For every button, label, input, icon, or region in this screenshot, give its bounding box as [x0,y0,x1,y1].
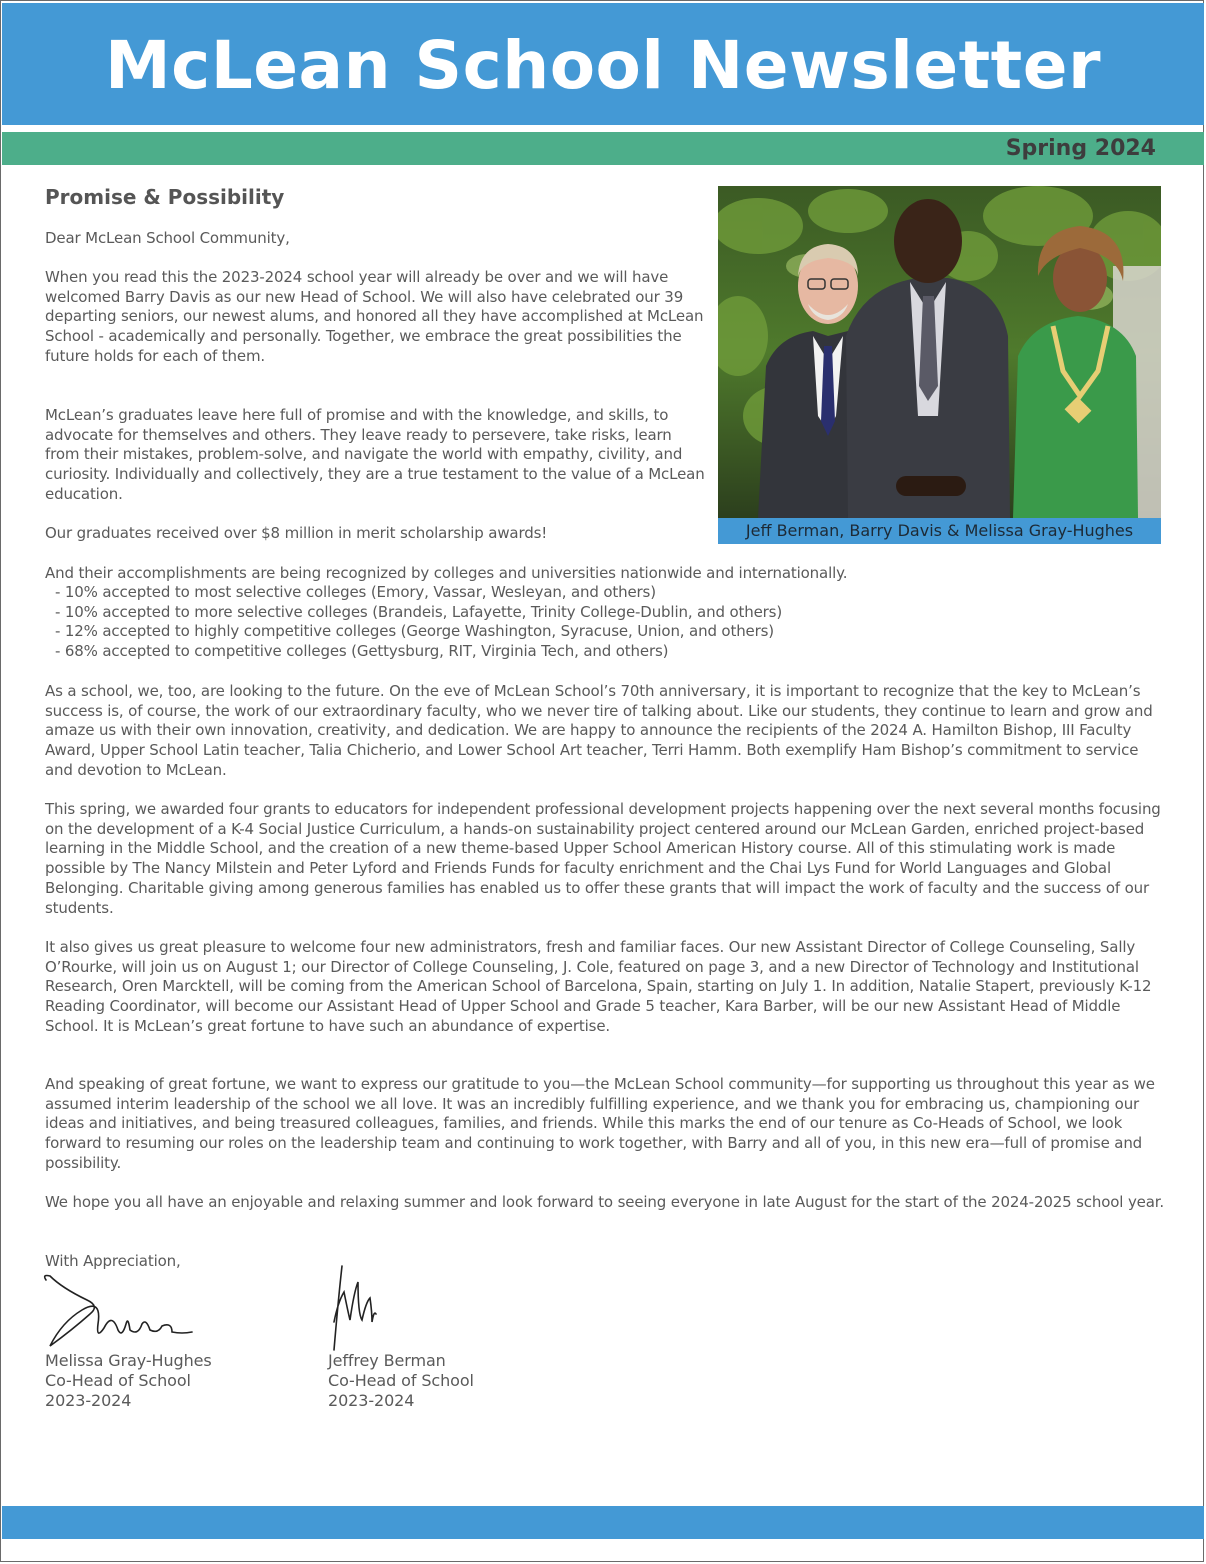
signatory-1 [45,1351,212,1411]
list-item: - 68% accepted to competitive colleges (Gettysburg, RIT, Virginia Tech, and others) [55,642,669,661]
signatory-years: 2023-2024 [328,1391,415,1410]
article-heading: Promise & Possibility [45,185,285,209]
signatory-name: Jeffrey Berman [328,1351,446,1370]
signature-melissa [42,1272,202,1352]
list-item: - 10% accepted to most selective colleges (Emory, Vassar, Wesleyan, and others) [55,583,656,601]
paragraph-5: As a school, we, too, are looking to the future. On the eve of McLean School’s 70th anniversary, it is important to recognize that the key to McLean’s success is, of course, the work of our extraordinary faculty, who we never tire of talking about. Like our students, they continue to learn and grow and amaze us with their own innovation, creativity, and dedication. We are happy to announce the recipients of the 2024 A. Hamilton Bishop, III Faculty Award, Upper School Latin teacher, Talia Chicherio, and Lower School Art teacher, Terri Hamm. Both exemplify Ham Bishop’s commitment to service and devotion to McLean. [45,682,1153,779]
masthead [2,3,1204,125]
signatory-2 [328,1351,474,1411]
footer-band [2,1506,1204,1539]
paragraph-4-intro: And their accomplishments are being recognized by colleges and universities nationwide and internationally. [45,564,848,582]
paragraph-9: We hope you all have an enjoyable and relaxing summer and look forward to seeing everyone in late August for the start of the 2024-2025 school year. [45,1193,1165,1211]
signatory-years: 2023-2024 [45,1391,132,1410]
issue-date: Spring 2024 [1005,136,1156,161]
paragraph-2: McLean’s graduates leave here full of promise and with the knowledge, and skills, to advocate for themselves and others. They leave ready to persevere, take risks, learn from their mistakes, problem-solve, and navigate the world with empathy, civility, and curiosity. Individually and collectively, they are a true testament to the value of a McLean education. [45,406,705,503]
salutation: Dear McLean School Community, [45,229,290,247]
signatory-name: Melissa Gray-Hughes [45,1351,212,1370]
paragraph-3: Our graduates received over $8 million in merit scholarship awards! [45,524,548,542]
group-photo-illustration [718,186,1161,518]
paragraph-1: When you read this the 2023-2024 school year will already be over and we will have welcomed Barry Davis as our new Head of School. We will also have celebrated our 39 departing seniors, our newest alums, and honored all they have accomplished at McLean School - academically and personally. Together, we embrace the great possibilities the future holds for each of them. [45,268,704,365]
paragraph-7: It also gives us great pleasure to welcome four new administrators, fresh and familiar faces. Our new Assistant Director of College Counseling, Sally O’Rourke, will join us on August 1; our Director of College Counseling, J. Cole, featured on page 3, and a new Director of Technology and Institutional Research, Oren Marcktell, will be coming from the American School of Barcelona, Spain, starting on July 1. In addition, Natalie Stapert, previously K-12 Reading Coordinator, will become our Assistant Head of Upper School and Grade 5 teacher, Kara Barber, will be our new Assistant Head of Middle School. It is McLean’s great fortune to have such an abundance of expertise. [45,938,1152,1035]
signatory-role: Co-Head of School [45,1371,191,1390]
closing-line: With Appreciation, [45,1252,181,1270]
photo-caption: Jeff Berman, Barry Davis & Melissa Gray-Hughes [718,518,1161,544]
signature-jeffrey [328,1262,388,1354]
paragraph-6: This spring, we awarded four grants to educators for independent professional development projects happening over the next several months focusing on the development of a K-4 Social Justice Curriculum, a hands-on sustainability project centered around our McLean Garden, enriched project-based learning in the Middle School, and the creation of a new theme-based Upper School American History course. All of this stimulating work is made possible by The Nancy Milstein and Peter Lyford and Friends Funds for faculty enrichment and the Chai Lys Fund for World Languages and Global Belonging. Charitable giving among generous families has enabled us to offer these grants that will impact the work of faculty and the success of our students. [45,800,1161,917]
photo-figure [718,186,1161,544]
issue-band [2,132,1204,165]
acceptance-list [45,583,1165,662]
paragraph-8: And speaking of great fortune, we want to express our gratitude to you—the McLean School community—for supporting us throughout this year as we assumed interim leadership of the school we all love. It was an incredibly fulfilling experience, and we thank you for embracing us, championing our ideas and initiatives, and being treasured colleagues, families, and friends. While this marks the end of our tenure as Co-Heads of School, we look forward to resuming our roles on the leadership team and continuing to work together, with Barry and all of you, in this new era—full of promise and possibility. [45,1075,1155,1172]
group-photo [718,186,1161,518]
signatory-role: Co-Head of School [328,1371,474,1390]
newsletter-title: McLean School Newsletter [104,27,1102,104]
list-item: - 10% accepted to more selective colleges (Brandeis, Lafayette, Trinity College-Dublin, and others) [55,602,783,621]
list-item: - 12% accepted to highly competitive colleges (George Washington, Syracuse, Union, and others) [55,622,775,641]
